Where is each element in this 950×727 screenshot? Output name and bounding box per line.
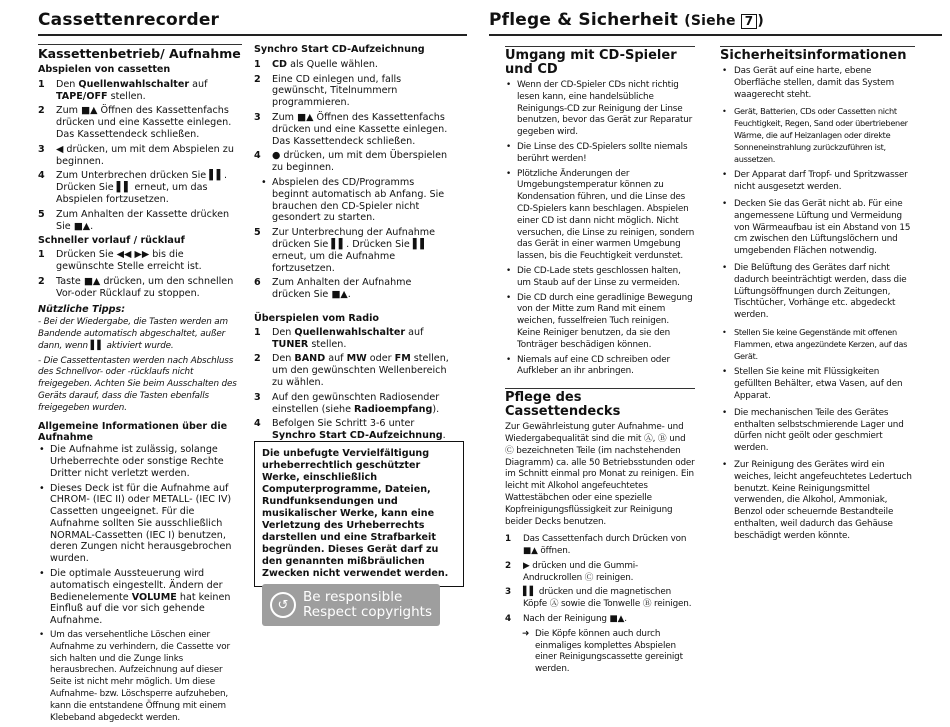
step-item: 1 Den Quellenwahlschalter auf TAPE/OFF stellen. [38,78,208,102]
bullet-item: • Plötzliche Änderungen der Umgebungstemperatur können zu Kondensation führen, und die Linse des CD-Spielers kann beschlagen. Abspielen einer CD ist dann nicht möglich. Nicht versuchen, die Linse zu reinigen, sondern das Gerät in einer warmen Umgebung lassen, bis die Feuchtigkeit verdunstet. [505,169,695,263]
right-column-1 [505,46,695,676]
bullet-item: • Niemals auf eine CD schreiben oder Aufkleber an ihr anbringen. [505,355,695,379]
tip-text: - Die Cassettentasten werden nach Abschluss des Schnellvor- oder -rücklaufs nicht freigegeben. Achten Sie beim Ausschalten des Geräts darauf, dass die Tasten ebenfalls freigegeben wurden. [38,355,237,413]
left-page [0,0,475,723]
subheading: Schneller vorlauf / rücklauf [38,235,185,247]
bullet-item: • Die optimale Aussteuerung wird automatisch eingestellt. Ändern der Bedienelemente VOLUME hat keinen Einfluß auf die vor sich gehende Aufnahme. [38,568,242,627]
step-item: 1 Drücken Sie ◀◀ ▶▶ bis die gewünschte Stelle erreicht ist. [38,249,202,272]
bullet-item: • Wenn der CD-Spieler CDs nicht richtig lesen kann, eine handelsübliche Reinigungs-CD zur Reinigung der Linse benutzen, bevor das Gerät zur Reparatur gegeben wird. [505,80,695,139]
step-item: 3 Auf den gewünschten Radiosender einstellen (siehe Radioempfang). [254,391,440,415]
step-item: 4 ● drücken, um mit dem Überspielen zu beginnen. [254,150,448,174]
subheading: Überspielen vom Radio [254,312,380,324]
page-title: Pflege & Sicherheit (Siehe 7 ) [489,10,764,30]
step-item: 1 CD als Quelle wählen. [254,58,378,70]
left-column-1 [38,44,242,727]
section-heading: Pflege des Cassettendecks [505,388,695,419]
be-responsible-logo [262,584,440,626]
copyright-circle-icon: ↺ [270,592,296,618]
right-column-2 [720,46,915,547]
section-heading: Kassettenbetrieb/ Aufnahme [38,46,241,61]
title-rule [38,34,467,36]
arrow-icon: ➜ [522,628,530,639]
right-page [475,0,950,675]
step-item: 4 Nach der Reinigung ■▲. [505,614,627,625]
subheading: Abspielen von cassetten [38,64,171,75]
bullet-item: • Die CD-Lade stets geschlossen halten, um Staub auf der Linse zu vermeiden. [505,266,695,290]
step-item: 5 Zum Anhalten der Kassette drücken Sie ■▲. [38,208,230,232]
step-item: 6 Zum Anhalten der Aufnahme drücken Sie ■▲. [254,277,412,301]
left-column-2 [254,44,452,445]
bullet-item: • Die Belüftung des Gerätes darf nicht dadurch beeinträchtigt werden, dass die Lüftungsöffnungen durch Zeitungen, Tischtücher, Vorhänge etc. abgedeckt werden. [720,263,915,322]
bullet-item: • Zur Reinigung des Gerätes wird ein weiches, leicht angefeuchtetes Ledertuch benutzt. Keine Reinigungsmittel verwenden, die Alkohol, Ammoniak, Benzol oder scheuernde Bestandteile enthalten, weil dadurch das Gehäuse beschädigt werden könnte. [720,460,915,543]
bullet-item: • Stellen Sie keine Gegenstände mit offenen Flammen, etwa angezündete Kerzen, auf das Gerät. [720,327,915,362]
bullet-item: • Gerät, Batterien, CDs oder Cassetten nicht Feuchtigkeit, Regen, Sand oder übertriebener Wärme, die auf Heizanlagen oder direkte Sonneneinstrahlung zurückzuführen ist, aussetzen. [720,106,915,165]
subheading: Allgemeine Informationen über die Aufnahme [38,420,228,444]
step-item: 4 Befolgen Sie Schritt 3-6 unter Synchro Start CD-Aufzeichnung. [254,418,446,442]
step-item: 1 Das Cassettenfach durch Drücken von ■▲ öffnen. [505,534,687,557]
step-item: 2 Eine CD einlegen und, falls gewünscht, Titelnummern programmieren. [254,73,402,109]
bullet-item: • Dieses Deck ist für die Aufnahme auf CHROM- (IEC II) oder METALL- (IEC IV) Cassetten ungeeignet. Für die Aufnahme sollten Sie ausschließlich NORMAL-Cassetten (IEC I) benutzen, deren Zungen nicht herausgebrochen wurden. [38,483,242,566]
figure-reference: 7 [741,14,758,29]
bullet-item: • Die Linse des CD-Spielers sollte niemals berührt werden! [505,142,695,166]
step-item: 2 Den BAND auf MW oder FM stellen, um den gewünschten Wellenbereich zu wählen. [254,353,449,388]
step-item: 2 Zum ■▲ Öffnen des Kassettenfachs drücken und eine Kassette einlegen. Das Kassettendeck schließen. [38,105,232,140]
section-heading: Sicherheitsinformationen [720,46,915,63]
bullet-item: • Die CD durch eine geradlinige Bewegung von der Mitte zum Rand mit einem weichen, fusselfreien Tuch reinigen. Keine Reiniger benutzen, da sie den Tonträger beschädigen können. [505,293,695,352]
page-title: Cassettenrecorder [38,10,220,30]
step-item: 3 ▌▌ drücken und die magnetischen Köpfe Ⓐ sowie die Tonwelle Ⓑ reinigen. [505,587,692,610]
bullet-item: • Um das versehentliche Löschen einer Aufnahme zu verhindern, die Cassette vor sich halten und die Zunge links herausbrechen. Aufzeichnung auf dieser Seite ist nicht mehr möglich. Um diese Aufnahme- bzw. Löschsperre aufzuheben, kann die entstandene Öffnung mit einem Klebeband abgedeckt werden. [38,630,242,724]
step-item: 3 Zum ■▲ Öffnen des Kassettenfachs drücken und eine Kassette einlegen. Das Kassettendeck schließen. [254,111,448,147]
tips-heading: Nützliche Tipps: [38,304,126,316]
bullet-item: • Die Aufnahme ist zulässig, solange Urheberrechte oder sonstige Rechte Dritter nicht verletzt werden. [38,444,242,479]
step-item: 4 Zum Unterbrechen drücken Sie ▌▌. Drücken Sie ▌▌ erneut, um das Abspielen fortzusetzen. [38,170,228,205]
title-rule [489,34,942,36]
step-item: 1 Den Quellenwahlschalter auf TUNER stellen. [254,326,424,350]
bullet-item: • Abspielen des CD/Programms beginnt automatisch ab Anfang. Sie brauchen den CD-Spieler nicht gesondert zu starten. [260,177,452,224]
tip-text: - Bei der Wiedergabe, die Tasten werden am Bandende automatisch abgeschaltet, außer dann, wenn ▌▌ aktiviert wurde. [38,317,228,351]
step-item: 3 ◀ drücken, um mit dem Abspielen zu beginnen. [38,143,234,167]
step-note: ➜ Die Köpfe können auch durch einmaliges komplettes Abspielen einer Reinigungscassette gereinigt werden. [522,628,683,675]
copyright-notice: Die unbefugte Vervielfältigung urheberrechtlich geschützter Werke, einschließlich Computerprogramme, Dateien, Rundfunksendungen und musikalischer Werke, kann eine Verletzung des Urheberrechts darstellen und eine Strafbarkeit begründen. Dieses Gerät darf zu den genannten mißbräulichen Zwecken nicht verwendet werden. [254,441,464,587]
bullet-item: • Stellen Sie keine mit Flüssigkeiten gefüllten Behälter, etwa Vasen, auf den Apparat. [720,367,915,402]
step-item: 2 ▶ drücken und die Gummi-Andruckrollen Ⓒ reinigen. [505,560,639,583]
bullet-item: • Das Gerät auf eine harte, ebene Oberfläche stellen, damit das System waagerecht steht. [720,66,915,101]
bullet-item: • Decken Sie das Gerät nicht ab. Für eine angemessene Lüftung und Vermeidung von Wärmeaufbau ist ein Abstand von 15 cm zwischen den Lüftungslöchern und umgebenden Flächen notwendig. [720,199,915,258]
step-item: 2 Taste ■▲ drücken, um den schnellen Vor-oder Rücklauf zu stoppen. [38,275,234,299]
step-item: 5 Zur Unterbrechung der Aufnahme drücken Sie ▌▌. Drücken Sie ▌▌ erneut, um die Aufnahme fortzusetzen. [254,227,436,274]
deck-intro: Zur Gewährleistung guter Aufnahme- und Wiedergabequalität sind die mit Ⓐ, Ⓑ und Ⓒ bezeichneten Teile (im nachstehenden Diagramm) ca. alle 50 Betriebsstunden oder im Schnitt einmal pro Monat zu reinigen. Ein leicht mit Alkohol angefeuchtetes Wattestäbchen oder eine spezielle Kopfreinigungsflüssigkeit zur Reinigung beider Decks benutzen. [505,422,695,527]
section-heading: Umgang mit CD-Spieler und CD [505,46,695,77]
subheading: Synchro Start CD-Aufzeichnung [254,44,425,55]
be-responsible-text: Be responsible Respect copyrights [303,589,432,620]
bullet-item: • Der Apparat darf Tropf- und Spritzwasser nicht ausgesetzt werden. [720,170,915,194]
bullet-item: • Die mechanischen Teile des Gerätes enthalten selbstschmierende Lager und dürfen nicht geölt oder geschmiert werden. [720,408,915,455]
